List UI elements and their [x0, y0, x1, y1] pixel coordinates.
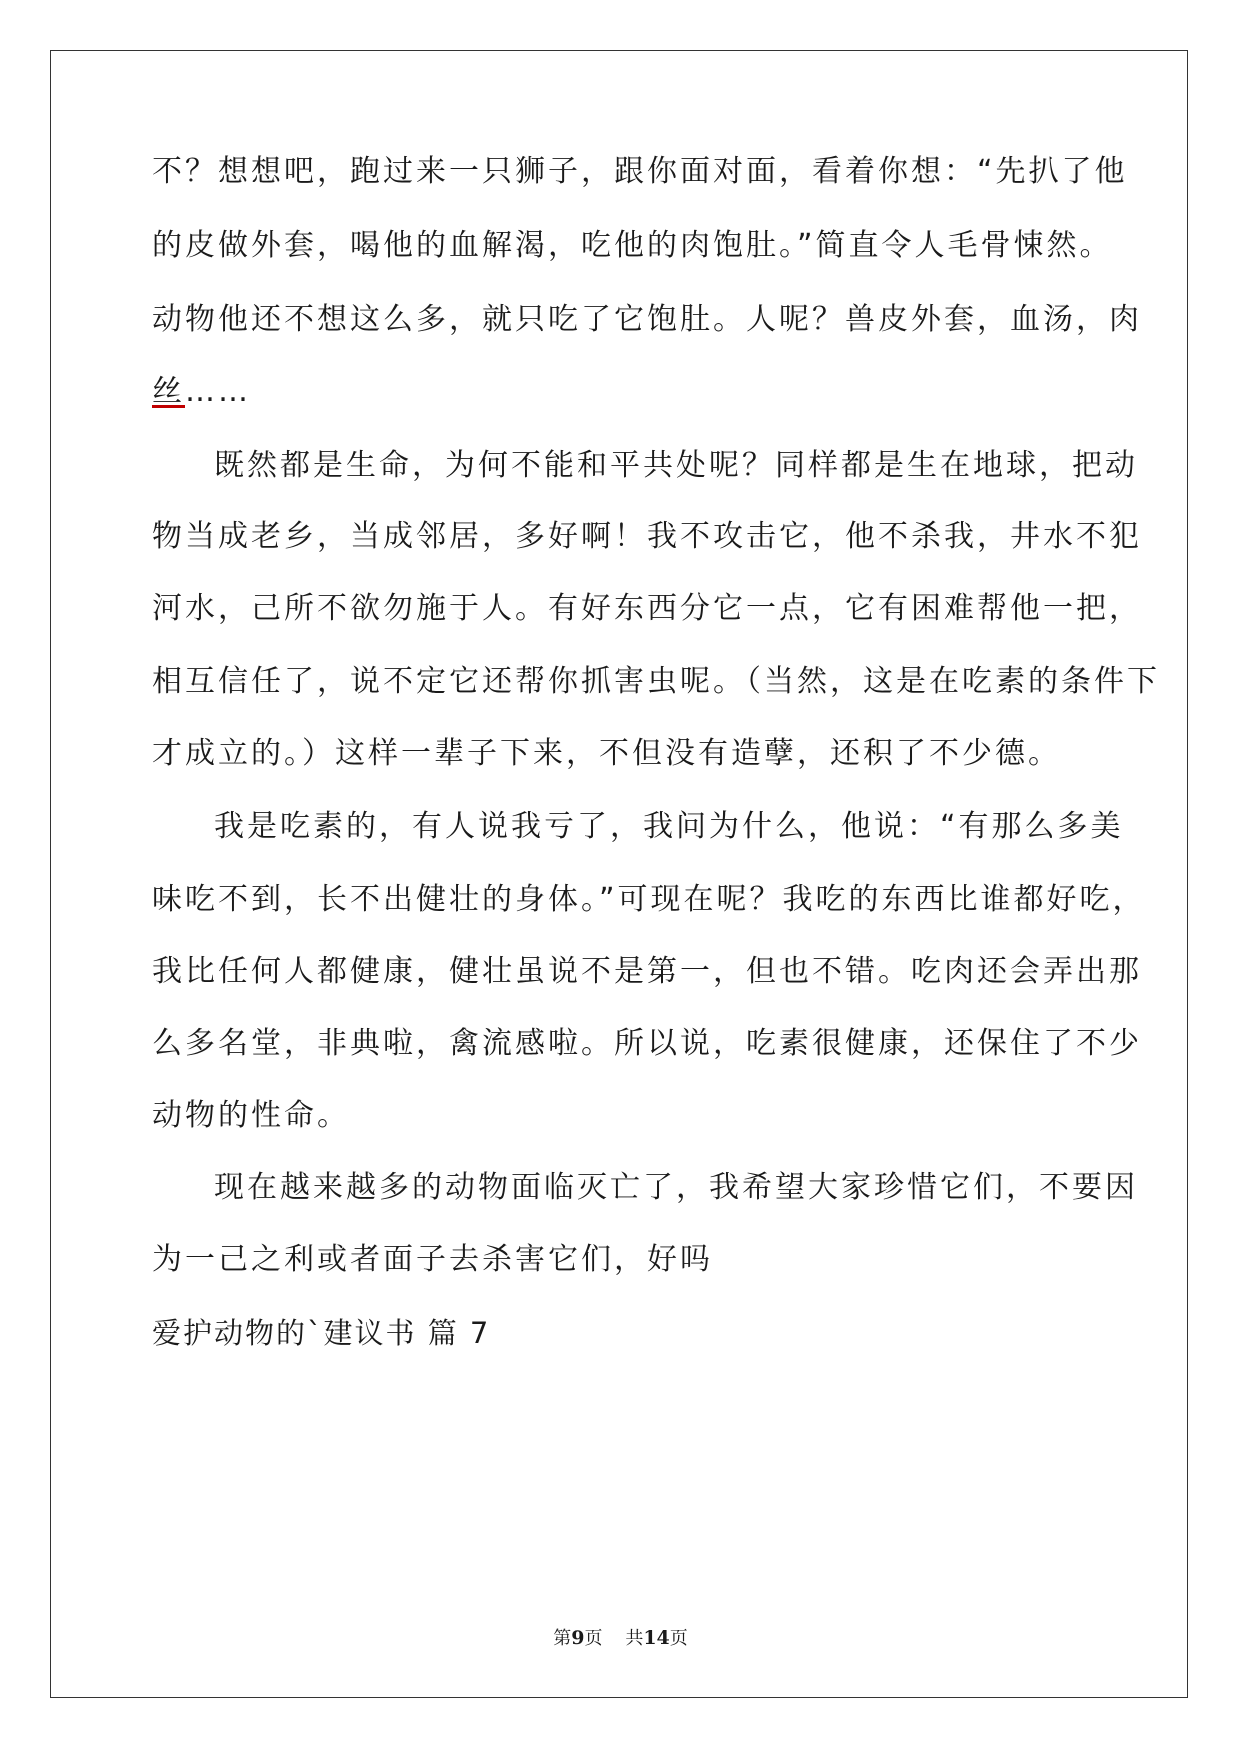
text-line: 我比任何人都健康，健壮虽说不是第一，但也不错。吃肉还会弄出那 [152, 954, 1142, 989]
page-border [50, 50, 1188, 1698]
footer-middle: 页 共 [584, 1628, 644, 1649]
text-line: 物当成老乡，当成邻居，多好啊！我不攻击它，他不杀我，井水不犯 [152, 519, 1142, 554]
text-line: 为一己之利或者面子去杀害它们，好吗 [152, 1242, 713, 1277]
text-line: 的皮做外套，喝他的血解渴，吃他的肉饱肚。”简直令人毛骨悚然。 [152, 228, 1113, 263]
text-line: 动物的性命。 [152, 1098, 350, 1133]
total-page-number: 14 [643, 1627, 670, 1649]
text-line: 才成立的。）这样一辈子下来，不但没有造孽，还积了不少德。 [152, 736, 1061, 771]
paragraph-start: 现在越来越多的动物面临灭亡了，我希望大家珍惜它们，不要因 [214, 1170, 1138, 1205]
underlined-word: 丝 [152, 374, 185, 409]
paragraph-start: 既然都是生命，为何不能和平共处呢？同样都是生在地球，把动 [214, 448, 1138, 483]
text-line: 河水，己所不欲勿施于人。有好东西分它一点，它有困难帮他一把， [152, 591, 1142, 626]
footer-suffix: 页 [669, 1628, 688, 1649]
text-line: 相互信任了，说不定它还帮你抓害虫呢。（当然，这是在吃素的条件下 [152, 664, 1160, 699]
paragraph-start: 我是吃素的，有人说我亏了，我问为什么，他说：“有那么多美 [214, 809, 1124, 844]
footer-prefix: 第 [553, 1628, 572, 1649]
ellipsis: …… [185, 374, 251, 409]
text-line: 动物他还不想这么多，就只吃了它饱肚。人呢？兽皮外套，血汤，肉 [152, 302, 1142, 337]
text-line [152, 372, 251, 412]
section-heading: 爱护动物的`建议书 篇 7 [152, 1316, 491, 1350]
text-line: 味吃不到，长不出健壮的身体。”可现在呢？我吃的东西比谁都好吃， [152, 882, 1146, 917]
page-footer [0, 1624, 1241, 1650]
text-line: 么多名堂，非典啦，禽流感啦。所以说，吃素很健康，还保住了不少 [152, 1026, 1142, 1061]
text-line: 不？想想吧，跑过来一只狮子，跟你面对面，看着你想：“先扒了他 [152, 154, 1128, 189]
current-page-number: 9 [571, 1627, 585, 1649]
